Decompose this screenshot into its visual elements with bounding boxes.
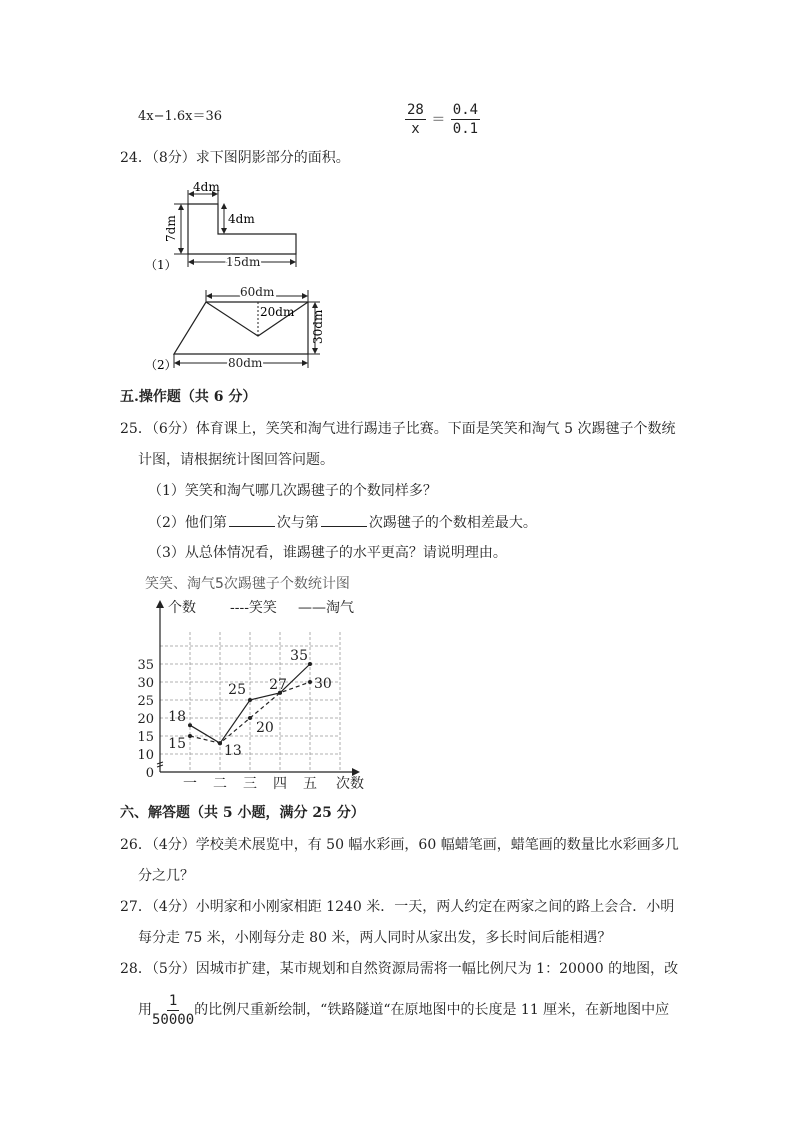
y-tick-label: 0 (145, 766, 154, 781)
fraction-right (451, 101, 480, 138)
question-26-line2: 分之几？ (138, 868, 194, 884)
data-point (188, 723, 192, 727)
legend-xiaoxiao: ----笑笑 (230, 600, 277, 616)
data-point (248, 716, 252, 720)
fraction-right-denominator: 0.1 (452, 121, 479, 137)
sub2-part-c: 次踢毽子的个数相差最大。 (368, 515, 537, 531)
data-point (308, 680, 312, 684)
line-chart (137, 594, 380, 794)
fraction-right-numerator: 0.4 (452, 102, 479, 118)
fig1-number: （1） (145, 258, 177, 272)
question-25-line2: 计图，请根据统计图回答问题。 (138, 452, 334, 468)
data-point (218, 741, 222, 745)
y-tick-label: 10 (137, 748, 154, 763)
fraction-left-numerator: 28 (407, 102, 424, 118)
fig2-right-label: 30dm (311, 309, 325, 344)
question-24: 24．（8分）求下图阴影部分的面积。 (120, 150, 350, 166)
sub2-part-a: （2）他们第 (148, 515, 227, 531)
scale-fraction (152, 992, 194, 1029)
data-point (188, 734, 192, 738)
y-tick-label: 25 (137, 694, 154, 709)
y-tick-label: 35 (137, 658, 154, 673)
x-tick-label: 三 (243, 776, 257, 792)
equation-2 (405, 101, 480, 138)
x-tick-label: 一 (183, 776, 197, 792)
y-tick-label: 20 (137, 712, 154, 727)
fig2-inner-label: 20dm (260, 305, 295, 319)
x-tick-label: 二 (213, 776, 227, 792)
fig1-top-label: 4dm (193, 180, 220, 194)
x-axis-arrow (352, 768, 360, 776)
equation-1: 4x−1.6x＝36 (138, 109, 223, 124)
question-27-line1: 27．（4分）小明家和小刚家相距 1240 米．一天，两人约定在两家之间的路上会合．小明 (120, 899, 675, 915)
y-tick-label: 15 (137, 730, 154, 745)
equals-sign: ＝ (431, 111, 446, 128)
data-point (308, 662, 312, 666)
section-6-title: 六、解答题（共 5 小题，满分 25 分） (120, 805, 365, 821)
question-25-line1: 25．（6分）体育课上，笑笑和淘气进行踢违子比赛。下面是笑笑和淘气 5 次踢毽子个数统 (120, 421, 676, 437)
fig1-left-label: 7dm (164, 215, 178, 242)
fraction-left (405, 101, 426, 138)
figure-1 (140, 172, 320, 277)
y-axis-arrow (156, 600, 164, 608)
fig1-inner-label: 4dm (228, 212, 255, 226)
y-axis-label: 个数 (168, 600, 196, 616)
q28-part-b: 的比例尺重新绘制，“铁路隧道“在原地图中的长度是 11 厘米，在新地图中应 (194, 1002, 670, 1018)
figure-2 (140, 282, 340, 377)
scale-fraction-denominator: 50000 (152, 1011, 195, 1028)
question-25-sub3: （3）从总体情况看，谁踢毽子的水平更高？请说明理由。 (148, 545, 507, 561)
question-28-line2 (138, 990, 669, 1030)
section-5-title: 五.操作题（共 6 分） (120, 389, 257, 405)
fig2-number: （2） (145, 358, 177, 372)
fig1-bottom-label: 15dm (226, 255, 261, 269)
chart-title: 笑笑、淘气5次踢毽子个数统计图 (145, 576, 350, 592)
q28-part-a: 用 (138, 1002, 152, 1018)
data-label: 25 (228, 682, 246, 698)
data-label: 15 (168, 736, 186, 752)
fig2-bottom-label: 80dm (228, 356, 263, 370)
x-axis-label: 次数 (336, 776, 364, 792)
question-26-line1: 26．（4分）学校美术展览中，有 50 幅水彩画，60 幅蜡笔画，蜡笔画的数量比水彩画多几 (120, 837, 679, 853)
question-27-line2: 每分走 75 米，小刚每分走 80 米，两人同时从家出发，多长时间后能相遇？ (138, 930, 612, 946)
y-tick-label: 30 (137, 676, 154, 691)
data-label: 30 (314, 676, 332, 692)
answer-blank-1[interactable] (229, 512, 275, 527)
data-label: 18 (168, 709, 186, 726)
x-tick-label: 四 (273, 776, 287, 792)
x-tick-label: 五 (303, 776, 317, 792)
question-25-sub1: （1）笑笑和淘气哪几次踢毽子的个数同样多？ (148, 483, 437, 499)
data-label: 13 (224, 743, 242, 760)
scale-fraction-numerator: 1 (168, 992, 178, 1009)
answer-blank-2[interactable] (321, 512, 367, 527)
legend-taoqi: ——淘气 (298, 600, 354, 616)
question-28-line1: 28．（5分）因城市扩建，某市规划和自然资源局需将一幅比例尺为 1：20000 的地图，改 (120, 961, 679, 977)
question-25-sub2 (148, 512, 537, 533)
fraction-left-denominator: x (411, 121, 420, 137)
data-label: 27 (269, 676, 287, 693)
data-label: 35 (290, 648, 308, 664)
sub2-part-b: 次与第 (276, 515, 319, 531)
fig2-top-label: 60dm (240, 285, 275, 299)
data-point (248, 698, 252, 702)
data-label: 20 (256, 720, 274, 736)
